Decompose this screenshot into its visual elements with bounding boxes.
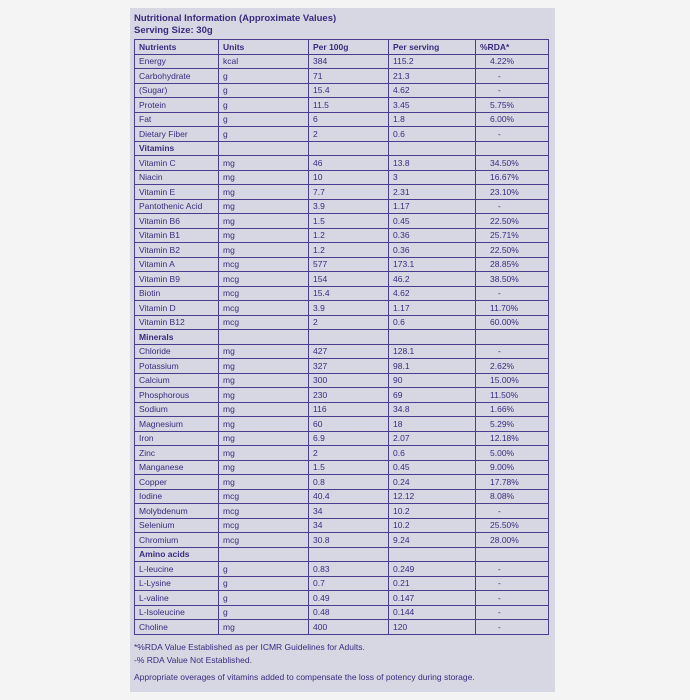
unit-cell: g xyxy=(219,69,309,84)
per-100g-cell: 3.9 xyxy=(309,301,389,316)
rda-cell: - xyxy=(476,605,549,620)
rda-cell: - xyxy=(476,344,549,359)
table-row xyxy=(135,214,549,229)
rda-cell: 8.08% xyxy=(476,489,549,504)
nutrient-cell: Vitamin B1 xyxy=(135,228,219,243)
unit-cell: mcg xyxy=(219,533,309,548)
nutrient-cell: L-leucine xyxy=(135,562,219,577)
table-header-row xyxy=(135,40,549,55)
rda-cell: - xyxy=(476,286,549,301)
rda-cell: 25.71% xyxy=(476,228,549,243)
nutrient-cell: Vitamin B9 xyxy=(135,272,219,287)
nutrient-cell: Vitamin B2 xyxy=(135,243,219,258)
section-label: Vitamins xyxy=(135,141,219,156)
nutrition-panel xyxy=(130,8,555,692)
nutrient-cell: Carbohydrate xyxy=(135,69,219,84)
table-row xyxy=(135,417,549,432)
table-row xyxy=(135,388,549,403)
per-100g-cell: 11.5 xyxy=(309,98,389,113)
per-serving-cell: 90 xyxy=(389,373,476,388)
nutrient-cell: Molybdenum xyxy=(135,504,219,519)
rda-cell: 16.67% xyxy=(476,170,549,185)
footnotes xyxy=(134,641,552,684)
unit-cell: mg xyxy=(219,214,309,229)
unit-cell: mg xyxy=(219,431,309,446)
per-100g-cell: 0.8 xyxy=(309,475,389,490)
unit-cell: mg xyxy=(219,402,309,417)
table-row xyxy=(135,518,549,533)
per-100g-cell: 71 xyxy=(309,69,389,84)
per-100g-cell: 1.2 xyxy=(309,243,389,258)
table-row xyxy=(135,199,549,214)
table-row xyxy=(135,98,549,113)
nutrition-table xyxy=(134,39,549,635)
rda-cell: 28.85% xyxy=(476,257,549,272)
unit-cell: g xyxy=(219,98,309,113)
per-serving-cell: 1.17 xyxy=(389,199,476,214)
per-100g-cell: 34 xyxy=(309,504,389,519)
rda-cell: 5.29% xyxy=(476,417,549,432)
table-row xyxy=(135,344,549,359)
table-row xyxy=(135,315,549,330)
unit-cell: g xyxy=(219,562,309,577)
nutrient-cell: L-valine xyxy=(135,591,219,606)
per-100g-cell: 60 xyxy=(309,417,389,432)
column-header: Nutrients xyxy=(135,40,219,55)
unit-cell: mg xyxy=(219,373,309,388)
table-row xyxy=(135,301,549,316)
rda-cell: 9.00% xyxy=(476,460,549,475)
rda-cell: - xyxy=(476,591,549,606)
table-row xyxy=(135,257,549,272)
per-100g-cell: 2 xyxy=(309,446,389,461)
rda-cell: 38.50% xyxy=(476,272,549,287)
unit-cell: mcg xyxy=(219,504,309,519)
rda-cell: 22.50% xyxy=(476,214,549,229)
empty-cell xyxy=(309,547,389,562)
rda-cell: 60.00% xyxy=(476,315,549,330)
nutrient-cell: Iodine xyxy=(135,489,219,504)
per-serving-cell: 0.36 xyxy=(389,243,476,258)
per-serving-cell: 9.24 xyxy=(389,533,476,548)
rda-cell: - xyxy=(476,127,549,142)
per-100g-cell: 0.49 xyxy=(309,591,389,606)
table-row xyxy=(135,489,549,504)
unit-cell: mg xyxy=(219,199,309,214)
per-100g-cell: 0.83 xyxy=(309,562,389,577)
rda-cell: 34.50% xyxy=(476,156,549,171)
nutrient-cell: Fat xyxy=(135,112,219,127)
unit-cell: mg xyxy=(219,475,309,490)
per-serving-cell: 0.45 xyxy=(389,460,476,475)
per-100g-cell: 230 xyxy=(309,388,389,403)
per-100g-cell: 1.2 xyxy=(309,228,389,243)
per-serving-cell: 34.8 xyxy=(389,402,476,417)
rda-cell: 25.50% xyxy=(476,518,549,533)
per-100g-cell: 384 xyxy=(309,54,389,69)
per-serving-cell: 2.31 xyxy=(389,185,476,200)
empty-cell xyxy=(476,330,549,345)
section-label: Minerals xyxy=(135,330,219,345)
unit-cell: g xyxy=(219,576,309,591)
nutrient-cell: Manganese xyxy=(135,460,219,475)
empty-cell xyxy=(219,330,309,345)
section-header-row xyxy=(135,547,549,562)
unit-cell: g xyxy=(219,127,309,142)
rda-cell: 15.00% xyxy=(476,373,549,388)
per-serving-cell: 1.8 xyxy=(389,112,476,127)
empty-cell xyxy=(476,547,549,562)
nutrient-cell: Sodium xyxy=(135,402,219,417)
per-100g-cell: 15.4 xyxy=(309,83,389,98)
per-serving-cell: 0.45 xyxy=(389,214,476,229)
unit-cell: mg xyxy=(219,344,309,359)
per-serving-cell: 173.1 xyxy=(389,257,476,272)
rda-cell: 11.70% xyxy=(476,301,549,316)
serving-size: Serving Size: 30g xyxy=(134,25,213,36)
nutrient-cell: Magnesium xyxy=(135,417,219,432)
per-serving-cell: 1.17 xyxy=(389,301,476,316)
nutrient-cell: Selenium xyxy=(135,518,219,533)
per-serving-cell: 3.45 xyxy=(389,98,476,113)
rda-cell: 12.18% xyxy=(476,431,549,446)
unit-cell: mg xyxy=(219,185,309,200)
per-100g-cell: 30.8 xyxy=(309,533,389,548)
unit-cell: mg xyxy=(219,228,309,243)
rda-cell: 5.75% xyxy=(476,98,549,113)
per-serving-cell: 120 xyxy=(389,620,476,635)
nutrient-cell: (Sugar) xyxy=(135,83,219,98)
empty-cell xyxy=(389,330,476,345)
table-row xyxy=(135,402,549,417)
rda-cell: 11.50% xyxy=(476,388,549,403)
per-100g-cell: 577 xyxy=(309,257,389,272)
per-serving-cell: 0.21 xyxy=(389,576,476,591)
section-header-row xyxy=(135,141,549,156)
empty-cell xyxy=(219,141,309,156)
per-serving-cell: 18 xyxy=(389,417,476,432)
per-serving-cell: 10.2 xyxy=(389,504,476,519)
rda-cell: - xyxy=(476,69,549,84)
per-serving-cell: 0.6 xyxy=(389,446,476,461)
table-row xyxy=(135,576,549,591)
per-serving-cell: 98.1 xyxy=(389,359,476,374)
unit-cell: mcg xyxy=(219,315,309,330)
unit-cell: mg xyxy=(219,388,309,403)
per-serving-cell: 10.2 xyxy=(389,518,476,533)
nutrient-cell: Protein xyxy=(135,98,219,113)
rda-cell: 17.78% xyxy=(476,475,549,490)
nutrient-cell: Zinc xyxy=(135,446,219,461)
table-row xyxy=(135,185,549,200)
unit-cell: mg xyxy=(219,243,309,258)
nutrient-cell: Copper xyxy=(135,475,219,490)
unit-cell: mcg xyxy=(219,489,309,504)
empty-cell xyxy=(219,547,309,562)
per-100g-cell: 0.7 xyxy=(309,576,389,591)
rda-cell: 1.66% xyxy=(476,402,549,417)
nutrient-cell: Phosphorous xyxy=(135,388,219,403)
nutrient-cell: Iron xyxy=(135,431,219,446)
rda-cell: - xyxy=(476,199,549,214)
per-100g-cell: 154 xyxy=(309,272,389,287)
unit-cell: mg xyxy=(219,417,309,432)
unit-cell: mcg xyxy=(219,286,309,301)
nutrient-cell: Niacin xyxy=(135,170,219,185)
per-serving-cell: 69 xyxy=(389,388,476,403)
per-100g-cell: 327 xyxy=(309,359,389,374)
unit-cell: g xyxy=(219,605,309,620)
nutrient-cell: Vitamin B6 xyxy=(135,214,219,229)
nutrition-title: Nutritional Information (Approximate Values) xyxy=(134,13,337,24)
per-100g-cell: 1.5 xyxy=(309,214,389,229)
per-100g-cell: 427 xyxy=(309,344,389,359)
per-serving-cell: 0.6 xyxy=(389,315,476,330)
per-100g-cell: 15.4 xyxy=(309,286,389,301)
nutrient-cell: Vitamin C xyxy=(135,156,219,171)
table-row xyxy=(135,228,549,243)
nutrient-cell: Vitamin B12 xyxy=(135,315,219,330)
nutrient-cell: Choline xyxy=(135,620,219,635)
table-row xyxy=(135,562,549,577)
table-row xyxy=(135,504,549,519)
table-row xyxy=(135,243,549,258)
per-serving-cell: 4.62 xyxy=(389,286,476,301)
table-row xyxy=(135,156,549,171)
empty-cell xyxy=(389,141,476,156)
per-100g-cell: 40.4 xyxy=(309,489,389,504)
per-100g-cell: 116 xyxy=(309,402,389,417)
column-header: Per serving xyxy=(389,40,476,55)
per-100g-cell: 10 xyxy=(309,170,389,185)
per-serving-cell: 0.36 xyxy=(389,228,476,243)
rda-cell: 4.22% xyxy=(476,54,549,69)
column-header: Per 100g xyxy=(309,40,389,55)
per-100g-cell: 34 xyxy=(309,518,389,533)
table-row xyxy=(135,286,549,301)
unit-cell: mcg xyxy=(219,257,309,272)
nutrient-cell: Potassium xyxy=(135,359,219,374)
empty-cell xyxy=(309,330,389,345)
per-100g-cell: 6 xyxy=(309,112,389,127)
rda-cell: 22.50% xyxy=(476,243,549,258)
per-serving-cell: 12.12 xyxy=(389,489,476,504)
footnote-rda-established: *%RDA Value Established as per ICMR Guidelines for Adults. xyxy=(134,641,365,652)
per-serving-cell: 0.249 xyxy=(389,562,476,577)
unit-cell: mg xyxy=(219,156,309,171)
unit-cell: kcal xyxy=(219,54,309,69)
table-row xyxy=(135,127,549,142)
unit-cell: g xyxy=(219,112,309,127)
nutrient-cell: Chromium xyxy=(135,533,219,548)
table-row xyxy=(135,431,549,446)
unit-cell: mcg xyxy=(219,272,309,287)
unit-cell: mg xyxy=(219,359,309,374)
rda-cell: 6.00% xyxy=(476,112,549,127)
table-row xyxy=(135,475,549,490)
rda-cell: 2.62% xyxy=(476,359,549,374)
nutrient-cell: Calcium xyxy=(135,373,219,388)
per-100g-cell: 46 xyxy=(309,156,389,171)
table-row xyxy=(135,533,549,548)
empty-cell xyxy=(476,141,549,156)
per-serving-cell: 128.1 xyxy=(389,344,476,359)
table-row xyxy=(135,605,549,620)
nutrient-cell: Biotin xyxy=(135,286,219,301)
column-header: %RDA* xyxy=(476,40,549,55)
nutrient-cell: L-Lysine xyxy=(135,576,219,591)
per-serving-cell: 2.07 xyxy=(389,431,476,446)
unit-cell: mg xyxy=(219,446,309,461)
table-row xyxy=(135,359,549,374)
unit-cell: mg xyxy=(219,620,309,635)
unit-cell: mg xyxy=(219,170,309,185)
nutrient-cell: Pantothenic Acid xyxy=(135,199,219,214)
table-row xyxy=(135,620,549,635)
per-serving-cell: 0.147 xyxy=(389,591,476,606)
per-100g-cell: 6.9 xyxy=(309,431,389,446)
nutrition-table-body xyxy=(135,40,549,635)
per-serving-cell: 46.2 xyxy=(389,272,476,287)
per-100g-cell: 400 xyxy=(309,620,389,635)
per-serving-cell: 3 xyxy=(389,170,476,185)
per-100g-cell: 0.48 xyxy=(309,605,389,620)
table-row xyxy=(135,170,549,185)
empty-cell xyxy=(309,141,389,156)
table-row xyxy=(135,272,549,287)
rda-cell: - xyxy=(476,83,549,98)
table-row xyxy=(135,54,549,69)
nutrient-cell: Vitamin E xyxy=(135,185,219,200)
per-100g-cell: 2 xyxy=(309,127,389,142)
unit-cell: mcg xyxy=(219,518,309,533)
table-row xyxy=(135,112,549,127)
rda-cell: - xyxy=(476,562,549,577)
table-row xyxy=(135,83,549,98)
rda-cell: - xyxy=(476,504,549,519)
per-serving-cell: 0.24 xyxy=(389,475,476,490)
table-row xyxy=(135,446,549,461)
footnote-rda-not-established: -% RDA Value Not Established. xyxy=(134,654,252,665)
section-header-row xyxy=(135,330,549,345)
empty-cell xyxy=(389,547,476,562)
rda-cell: - xyxy=(476,620,549,635)
table-row xyxy=(135,460,549,475)
unit-cell: g xyxy=(219,83,309,98)
unit-cell: g xyxy=(219,591,309,606)
nutrient-cell: Dietary Fiber xyxy=(135,127,219,142)
nutrient-cell: L-Isoleucine xyxy=(135,605,219,620)
per-serving-cell: 115.2 xyxy=(389,54,476,69)
rda-cell: 23.10% xyxy=(476,185,549,200)
unit-cell: mg xyxy=(219,460,309,475)
per-serving-cell: 0.6 xyxy=(389,127,476,142)
table-row xyxy=(135,69,549,84)
per-100g-cell: 3.9 xyxy=(309,199,389,214)
nutrient-cell: Chloride xyxy=(135,344,219,359)
nutrient-cell: Vitamin A xyxy=(135,257,219,272)
per-100g-cell: 300 xyxy=(309,373,389,388)
per-100g-cell: 7.7 xyxy=(309,185,389,200)
nutrient-cell: Vitamin D xyxy=(135,301,219,316)
per-serving-cell: 4.62 xyxy=(389,83,476,98)
per-serving-cell: 21.3 xyxy=(389,69,476,84)
per-100g-cell: 2 xyxy=(309,315,389,330)
per-serving-cell: 0.144 xyxy=(389,605,476,620)
nutrient-cell: Energy xyxy=(135,54,219,69)
table-row xyxy=(135,591,549,606)
section-label: Amino acids xyxy=(135,547,219,562)
table-row xyxy=(135,373,549,388)
rda-cell: 5.00% xyxy=(476,446,549,461)
rda-cell: 28.00% xyxy=(476,533,549,548)
per-serving-cell: 13.8 xyxy=(389,156,476,171)
per-100g-cell: 1.5 xyxy=(309,460,389,475)
footnote-overages: Appropriate overages of vitamins added to compensate the loss of potency during storage. xyxy=(134,671,475,682)
unit-cell: mcg xyxy=(219,301,309,316)
rda-cell: - xyxy=(476,576,549,591)
column-header: Units xyxy=(219,40,309,55)
